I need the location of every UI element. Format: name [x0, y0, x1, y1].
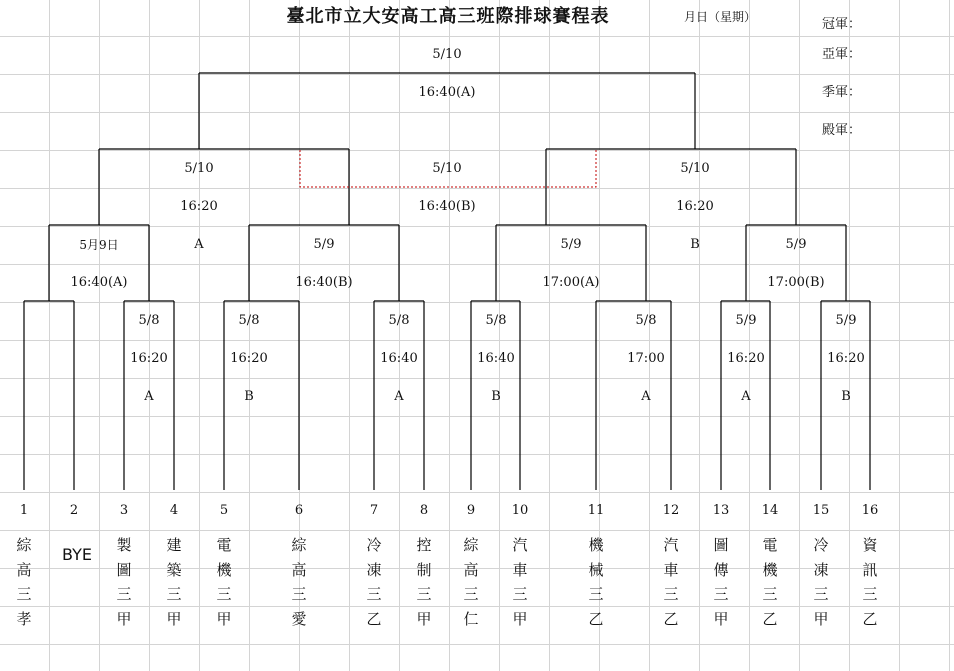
sf2-date: 5/10: [680, 161, 710, 176]
team-name: 圖傳三甲: [713, 536, 729, 628]
team-number: 16: [861, 503, 879, 518]
team-number: 5: [219, 503, 229, 518]
r1-m2-time: 16:20: [230, 351, 268, 366]
final-time: 16:40(A): [418, 85, 476, 100]
r1-m5-time: 17:00: [627, 351, 665, 366]
qf1-time: 16:40(A): [70, 275, 128, 290]
qf2-time: 16:40(B): [295, 275, 353, 290]
qf1-date: 5月9日: [79, 238, 119, 252]
team-number: 3: [119, 503, 129, 518]
qf3-time: 17:00(A): [542, 275, 600, 290]
fourth-label: 殿軍：: [822, 123, 862, 138]
final-date: 5/10: [432, 47, 462, 62]
team-name: 綜高三仁: [463, 536, 479, 628]
sf2-time: 16:20: [676, 199, 714, 214]
team-name: 綜高三孝: [16, 536, 32, 628]
team-name: 製圖三甲: [116, 536, 132, 628]
team-name: 建築三甲: [166, 536, 182, 628]
team-name: 電機三甲: [216, 536, 232, 628]
r1-m1-date: 5/8: [138, 313, 160, 328]
team-number: 1: [19, 503, 29, 518]
team-number: 14: [761, 503, 779, 518]
page-title: 臺北市立大安高工高三班際排球賽程表: [286, 6, 610, 27]
r1-m2-court: B: [244, 389, 254, 404]
sf1-date: 5/10: [184, 161, 214, 176]
team-name: 冷凍三乙: [366, 536, 382, 628]
sf1-time: 16:20: [180, 199, 218, 214]
team-name: 電機三乙: [762, 536, 778, 628]
team-number: 4: [169, 503, 179, 518]
r1-m6-time: 16:20: [727, 351, 765, 366]
team-number: 8: [419, 503, 429, 518]
sf1-court: A: [194, 237, 204, 252]
r1-m5-court: A: [641, 389, 651, 404]
team-name: 汽車三甲: [512, 536, 528, 628]
r1-m6-date: 5/9: [735, 313, 757, 328]
third-place-time: 16:40(B): [418, 199, 476, 214]
r1-m3-date: 5/8: [388, 313, 410, 328]
r1-m4-date: 5/8: [485, 313, 507, 328]
team-number: 12: [662, 503, 680, 518]
r1-m4-court: B: [491, 389, 501, 404]
team-name: 資訊三乙: [862, 536, 878, 628]
team-number: 9: [466, 503, 476, 518]
r1-m1-court: A: [144, 389, 154, 404]
sf2-court: B: [690, 237, 700, 252]
champion-label: 冠軍：: [822, 17, 862, 32]
team-number: 11: [587, 503, 605, 518]
third-place-date: 5/10: [432, 161, 462, 176]
r1-m3-court: A: [394, 389, 404, 404]
team-number: 13: [712, 503, 730, 518]
team-number: 6: [294, 503, 304, 518]
r1-m4-time: 16:40: [477, 351, 515, 366]
r1-m3-time: 16:40: [380, 351, 418, 366]
team-number: 2: [69, 503, 79, 518]
team-name: 汽車三乙: [663, 536, 679, 628]
qf4-date: 5/9: [785, 237, 807, 252]
r1-m7-time: 16:20: [827, 351, 865, 366]
r1-m5-date: 5/8: [635, 313, 657, 328]
date-header: 月日（星期）: [683, 10, 757, 24]
r1-m7-court: B: [841, 389, 851, 404]
r1-m1-time: 16:20: [130, 351, 168, 366]
team-number: 10: [511, 503, 529, 518]
team-name: BYE: [62, 545, 92, 564]
team-name: 控制三甲: [416, 536, 432, 628]
team-name: 冷凍三甲: [813, 536, 829, 628]
qf2-date: 5/9: [313, 237, 335, 252]
team-number: 7: [369, 503, 379, 518]
r1-m7-date: 5/9: [835, 313, 857, 328]
qf3-date: 5/9: [560, 237, 582, 252]
team-name: 機械三乙: [588, 536, 604, 628]
team-number: 15: [812, 503, 830, 518]
qf4-time: 17:00(B): [767, 275, 825, 290]
runner-up-label: 亞軍：: [822, 47, 862, 62]
team-name: 綜高三愛: [291, 536, 307, 628]
r1-m2-date: 5/8: [238, 313, 260, 328]
third-label: 季軍：: [822, 85, 862, 100]
r1-m6-court: A: [741, 389, 751, 404]
